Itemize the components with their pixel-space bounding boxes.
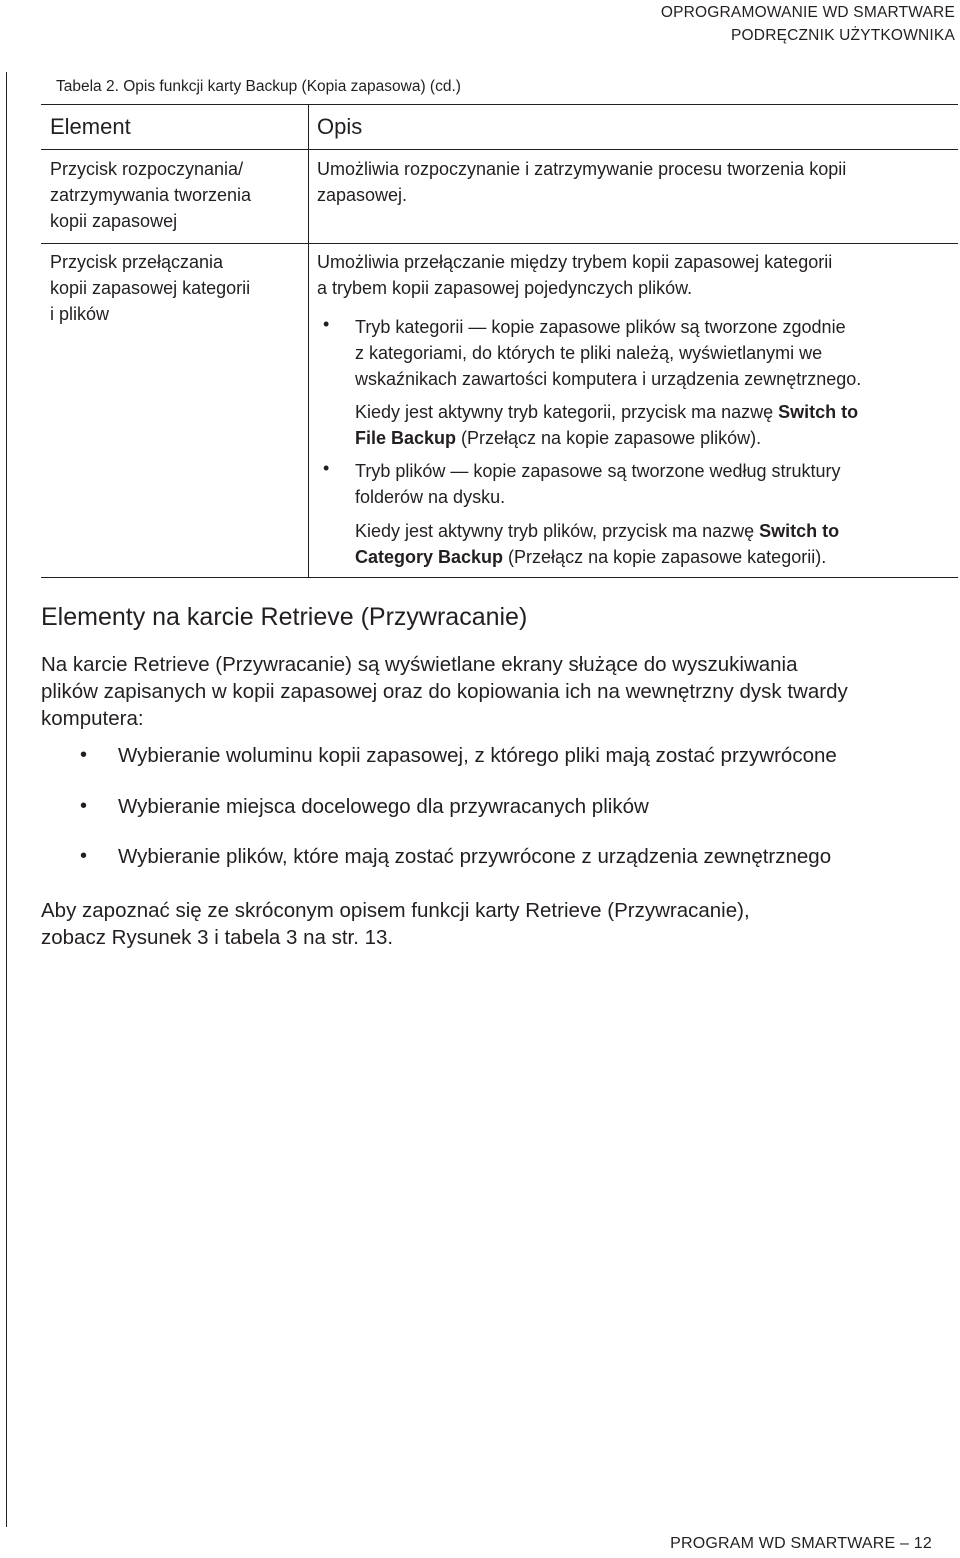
bullet2-note bbox=[355, 518, 955, 570]
row1-element bbox=[50, 156, 251, 234]
row1-desc-line: Umożliwia rozpoczynanie i zatrzymywanie procesu tworzenia kopii bbox=[317, 159, 847, 179]
row2-element bbox=[50, 249, 250, 327]
bullet2-line: folderów na dysku. bbox=[355, 487, 506, 507]
button-name-bold: Category Backup bbox=[355, 547, 504, 567]
section-intro bbox=[41, 651, 956, 732]
row2-element-line: kopii zapasowej kategorii bbox=[50, 278, 251, 298]
note-text: (Przełącz na kopie zapasowe kategorii). bbox=[503, 547, 827, 567]
bullet-icon: • bbox=[80, 845, 88, 867]
row2-element-line: i plików bbox=[50, 304, 110, 324]
header-divider bbox=[41, 149, 958, 150]
intro-line: komputera: bbox=[41, 707, 144, 730]
intro-line: plików zapisanych w kopii zapasowej oraz do kopiowania ich na wewnętrzny dysk twardy bbox=[41, 680, 848, 703]
outro-line: zobacz Rysunek 3 i tabela 3 na str. 13. bbox=[41, 926, 394, 949]
table-caption: Tabela 2. Opis funkcji karty Backup (Kopia zapasowa) (cd.) bbox=[56, 78, 461, 95]
bullet1-line: z kategoriami, do których te pliki należą, wyświetlanymi we bbox=[355, 343, 823, 363]
row2-description bbox=[317, 249, 947, 301]
margin-rule bbox=[6, 72, 7, 1527]
bullet-icon: • bbox=[80, 795, 88, 817]
note-text: Kiedy jest aktywny tryb kategorii, przycisk ma nazwę bbox=[355, 402, 779, 422]
button-name-bold: File Backup bbox=[355, 428, 457, 448]
bullet-file-mode bbox=[355, 458, 955, 510]
function-table bbox=[41, 104, 958, 578]
row2-element-line: Przycisk przełączania bbox=[50, 252, 224, 272]
bullet-icon: • bbox=[323, 314, 330, 334]
bullet-icon: • bbox=[323, 458, 330, 478]
row-divider bbox=[41, 243, 958, 244]
running-header bbox=[661, 1, 955, 47]
row2-desc-line: a trybem kopii zapasowej pojedynczych plików. bbox=[317, 278, 693, 298]
intro-line: Na karcie Retrieve (Przywracanie) są wyświetlane ekrany służące do wyszukiwania bbox=[41, 653, 798, 676]
column-header-opis: Opis bbox=[317, 114, 363, 139]
bullet1-note bbox=[355, 399, 955, 451]
row1-element-line: zatrzymywania tworzenia bbox=[50, 185, 252, 205]
bullet2-line: Tryb plików — kopie zapasowe są tworzone według struktury bbox=[355, 461, 841, 481]
row2-desc-line: Umożliwia przełączanie między trybem kopii zapasowej kategorii bbox=[317, 252, 833, 272]
header-line-2: PODRĘCZNIK UŻYTKOWNIKA bbox=[731, 27, 955, 44]
bullet-category-mode bbox=[355, 314, 955, 392]
bullet-icon: • bbox=[80, 744, 88, 766]
list-item: Wybieranie plików, które mają zostać przywrócone z urządzenia zewnętrznego bbox=[118, 845, 832, 868]
note-text: (Przełącz na kopie zapasowe plików). bbox=[456, 428, 762, 448]
button-name-bold: Switch to bbox=[759, 521, 840, 541]
outro-line: Aby zapoznać się ze skróconym opisem funkcji karty Retrieve (Przywracanie), bbox=[41, 899, 750, 922]
button-name-bold: Switch to bbox=[778, 402, 859, 422]
row1-desc-line: zapasowej. bbox=[317, 185, 408, 205]
column-divider bbox=[308, 105, 309, 577]
page-footer: PROGRAM WD SMARTWARE – 12 bbox=[670, 1535, 932, 1552]
section-title: Elementy na karcie Retrieve (Przywracanie) bbox=[41, 603, 528, 631]
section-outro bbox=[41, 897, 956, 951]
row1-element-line: kopii zapasowej bbox=[50, 211, 178, 231]
row1-element-line: Przycisk rozpoczynania/ bbox=[50, 159, 244, 179]
row1-description bbox=[317, 156, 947, 208]
list-item: Wybieranie woluminu kopii zapasowej, z którego pliki mają zostać przywrócone bbox=[118, 744, 837, 767]
bullet1-line: wskaźnikach zawartości komputera i urządzenia zewnętrznego. bbox=[355, 369, 862, 389]
header-line-1: OPROGRAMOWANIE WD SMARTWARE bbox=[660, 4, 955, 21]
note-text: Kiedy jest aktywny tryb plików, przycisk ma nazwę bbox=[355, 521, 760, 541]
list-item: Wybieranie miejsca docelowego dla przywracanych plików bbox=[118, 795, 649, 818]
column-header-element: Element bbox=[50, 114, 131, 139]
bullet1-line: Tryb kategorii — kopie zapasowe plików są tworzone zgodnie bbox=[355, 317, 846, 337]
